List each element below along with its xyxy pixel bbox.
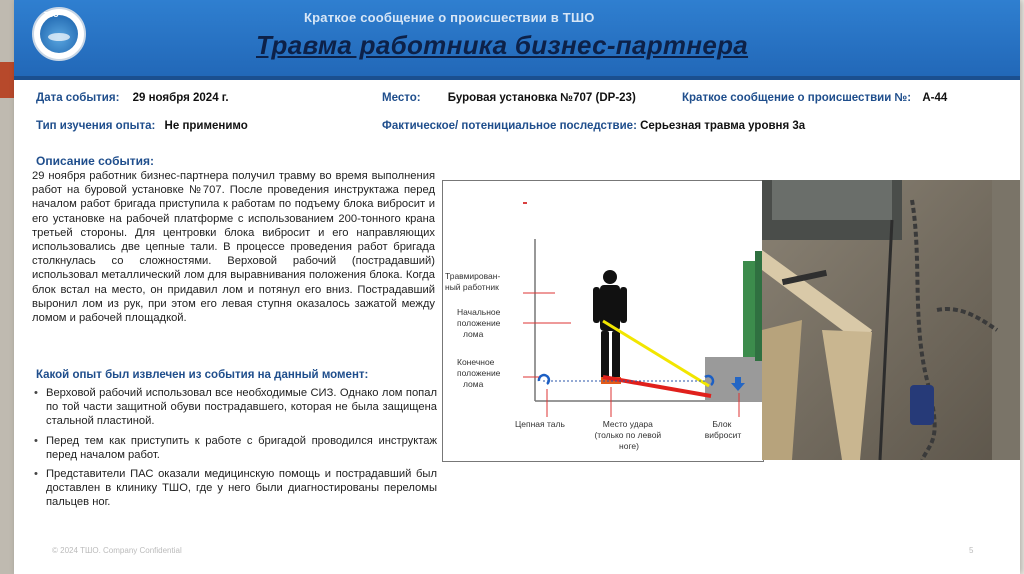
lesson-item: • Представители ПАС оказали медицинскую помощь и пострадавший был доставлен в клинику ТШО, где у него были диагностированы переломы пальцев ног. xyxy=(32,467,437,510)
consequence-value: Серьезная травма уровня 3а xyxy=(640,120,806,132)
label-block: Блок вибросит xyxy=(704,419,742,440)
meta-date xyxy=(36,92,229,104)
lesson-item: • Верховой рабочий использовал все необходимые СИЗ. Однако лом попал по той части защитной обуви пострадавшего, которая не была защищена стальной пластиной. xyxy=(32,386,437,429)
page-number: 5 xyxy=(969,546,974,555)
meta-report xyxy=(682,92,947,104)
label-impact: Место удара (только по левой ноге) xyxy=(594,419,662,451)
footer-confidential: © 2024 ТШО. Company Confidential xyxy=(52,546,182,555)
incident-diagram xyxy=(442,180,764,462)
place-value: Буровая установка №707 (DP-23) xyxy=(447,92,636,104)
globe-icon xyxy=(40,15,78,53)
header-divider xyxy=(14,76,1020,80)
date-label: Дата события: xyxy=(36,92,120,104)
label-worker: Травмирован- ный работник xyxy=(445,271,501,292)
lesson-item: • Перед тем как приступить к работе с бригадой проводился инструктаж перед началом работ. xyxy=(32,434,437,462)
date-value: 29 ноября 2024 г. xyxy=(132,92,229,104)
slide xyxy=(14,0,1020,574)
meta-place xyxy=(382,92,636,104)
lessons-heading: Какой опыт был извлечен из события на данный момент: xyxy=(36,369,369,381)
consequence-label: Фактическое/ потенициальное последствие: xyxy=(382,120,637,132)
report-label: Краткое сообщение о происшествии №: xyxy=(682,92,912,104)
study-value: Не применимо xyxy=(164,120,248,132)
diagram-svg xyxy=(443,181,763,461)
study-label: Тип изучения опыта: xyxy=(36,120,156,132)
meta-study xyxy=(36,120,248,132)
chain-hoist-left-icon xyxy=(539,375,549,384)
description-heading: Описание события: xyxy=(36,154,155,168)
label-hoist: Цепная таль xyxy=(515,419,565,429)
company-logo xyxy=(32,7,86,61)
header-subtitle: Краткое сообщение о происшествии в ТШО xyxy=(304,10,595,25)
lessons-list xyxy=(32,386,437,515)
label-start: Начальное положение лома xyxy=(457,307,501,339)
page-title: Травма работника бизнес-партнера xyxy=(256,30,749,60)
crowbar-end-line xyxy=(603,377,711,396)
incident-photo xyxy=(762,180,1020,460)
label-end: Конечное положение лома xyxy=(457,357,501,389)
header-band xyxy=(14,0,1020,76)
place-label: Место: xyxy=(382,92,421,104)
report-value: А-44 xyxy=(922,92,948,104)
meta-consequence xyxy=(382,120,805,132)
logo-text: ТСО xyxy=(44,12,59,19)
description-text: 29 ноября работник бизнес-партнера получил травму во время выполнения работ на буровой установке №707. После проведения инструктажа перед началом работ бригада приступила к работам по подъему блока вибросит и его установке на рабочей платформе с использованием 200-тонного крана третьей стороны. Для центровки блока вибросит и его направляющих использовались две цепные тали. В процессе проведения работ бригада столкнулась со сложностями. Верховой рабочий (пострадавший) использовал металлический лом для выравнивания положения блока. Когда блок встал на место, он придавил лом и потянул его вниз. Пострадавший выронил лом из рук, при этом его левая ступня оказалось зажатой между ломом и рабочей площадкой. xyxy=(32,170,435,325)
photo-svg xyxy=(762,180,1020,460)
